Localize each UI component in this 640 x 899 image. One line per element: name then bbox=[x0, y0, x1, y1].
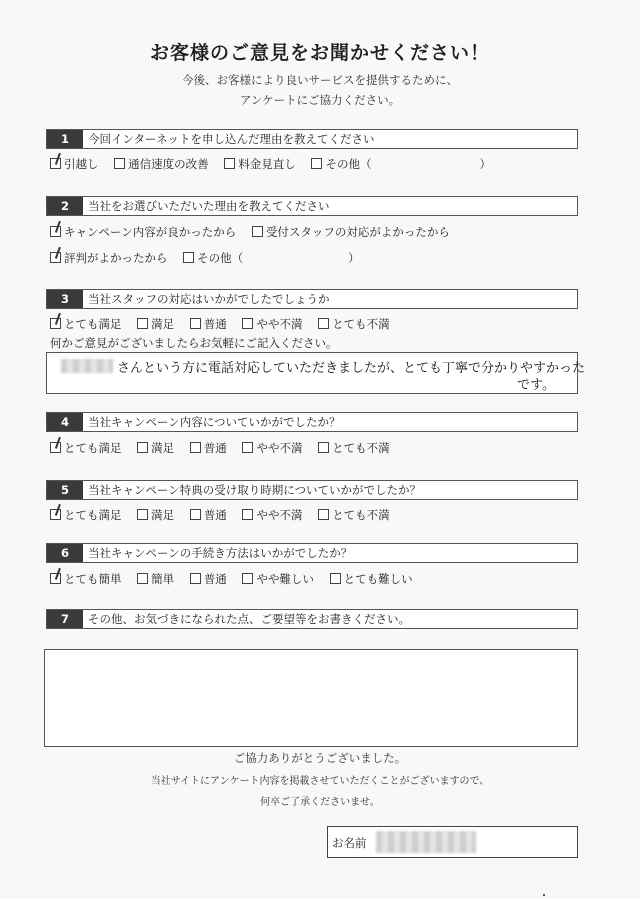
intro-line-2: アンケートにご協力ください。 bbox=[239, 93, 401, 107]
checkbox[interactable] bbox=[242, 318, 253, 329]
option-slightly-difficult[interactable]: やや難しい bbox=[242, 571, 314, 587]
question-number: 1 bbox=[47, 130, 83, 148]
checkbox[interactable] bbox=[318, 509, 329, 520]
checkbox[interactable] bbox=[311, 158, 322, 169]
question-text: 今回インターネットを申し込んだ理由を教えてください bbox=[88, 132, 375, 146]
option-slightly-dissatisfied[interactable]: やや不満 bbox=[242, 507, 302, 523]
option-very-satisfied[interactable]: とても満足 bbox=[50, 440, 122, 456]
option-easy[interactable]: 簡単 bbox=[137, 571, 174, 587]
comment-prompt: 何かご意見がございましたらお気軽にご記入ください。 bbox=[50, 336, 338, 350]
question-number: 2 bbox=[47, 197, 83, 215]
option-other[interactable]: その他（ ） bbox=[311, 156, 491, 172]
question-number: 6 bbox=[47, 544, 83, 562]
scan-speck bbox=[543, 894, 545, 896]
checkbox-checked[interactable] bbox=[50, 252, 61, 263]
checkbox[interactable] bbox=[190, 573, 201, 584]
checkbox[interactable] bbox=[190, 318, 201, 329]
option-staff[interactable]: 受付スタッフの対応がよかったから bbox=[252, 224, 450, 240]
option-normal[interactable]: 普通 bbox=[190, 316, 227, 332]
thanks-message: ご協力ありがとうございました。 bbox=[233, 751, 407, 765]
question-1-header bbox=[46, 129, 578, 149]
question-2-options-row-1 bbox=[50, 224, 462, 240]
checkbox[interactable] bbox=[224, 158, 235, 169]
question-text: 当社スタッフの対応はいかがでしたでしょうか bbox=[88, 292, 330, 306]
checkbox[interactable] bbox=[114, 158, 125, 169]
checkbox-checked[interactable] bbox=[50, 318, 61, 329]
question-4-options bbox=[50, 440, 402, 456]
question-text: 当社キャンペーン内容についていかがでしたか？ bbox=[88, 415, 341, 429]
question-3-options bbox=[50, 316, 402, 332]
checkbox[interactable] bbox=[137, 573, 148, 584]
checkbox[interactable] bbox=[252, 226, 263, 237]
checkbox[interactable] bbox=[330, 573, 341, 584]
intro-line-1: 今後、お客様により良いサービスを提供するために、 bbox=[182, 73, 458, 87]
option-normal[interactable]: 普通 bbox=[190, 571, 227, 587]
option-very-dissatisfied[interactable]: とても不満 bbox=[318, 507, 390, 523]
question-text: 当社キャンペーン特典の受け取り時期についていかがでしたか？ bbox=[88, 483, 422, 497]
option-moving[interactable]: 引越し bbox=[50, 156, 99, 172]
question-3-header bbox=[46, 289, 578, 309]
option-satisfied[interactable]: 満足 bbox=[137, 507, 174, 523]
checkbox[interactable] bbox=[242, 573, 253, 584]
question-4-header bbox=[46, 412, 578, 432]
option-normal[interactable]: 普通 bbox=[190, 507, 227, 523]
checkbox-checked[interactable] bbox=[50, 509, 61, 520]
checkbox[interactable] bbox=[137, 442, 148, 453]
checkbox[interactable] bbox=[183, 252, 194, 263]
checkbox-checked[interactable] bbox=[50, 442, 61, 453]
name-label: お名前 bbox=[332, 836, 367, 850]
option-slightly-dissatisfied[interactable]: やや不満 bbox=[242, 440, 302, 456]
question-5-header bbox=[46, 480, 578, 500]
question-2-header bbox=[46, 196, 578, 216]
notice-line-1: 当社サイトにアンケート内容を掲載させていただくことがございますので、 bbox=[150, 776, 490, 787]
question-number: 5 bbox=[47, 481, 83, 499]
checkbox[interactable] bbox=[318, 442, 329, 453]
checkbox[interactable] bbox=[190, 442, 201, 453]
option-other[interactable]: その他（ ） bbox=[183, 250, 360, 266]
question-7-header bbox=[46, 609, 578, 629]
checkbox[interactable] bbox=[242, 442, 253, 453]
option-campaign[interactable]: キャンペーン内容が良かったから bbox=[50, 224, 236, 240]
checkbox[interactable] bbox=[137, 509, 148, 520]
question-text: その他、お気づきになられた点、ご要望等をお書きください。 bbox=[88, 612, 410, 626]
option-satisfied[interactable]: 満足 bbox=[137, 316, 174, 332]
comment-box[interactable] bbox=[46, 352, 586, 394]
checkbox[interactable] bbox=[190, 509, 201, 520]
page-title: お客様のご意見をお聞かせください！ bbox=[149, 42, 490, 64]
option-price[interactable]: 料金見直し bbox=[224, 156, 296, 172]
option-very-difficult[interactable]: とても難しい bbox=[330, 571, 413, 587]
option-satisfied[interactable]: 満足 bbox=[137, 440, 174, 456]
checkbox[interactable] bbox=[137, 318, 148, 329]
question-6-header bbox=[46, 543, 578, 563]
option-reputation[interactable]: 評判がよかったから bbox=[50, 250, 168, 266]
name-field[interactable] bbox=[327, 826, 578, 858]
free-comment-box[interactable] bbox=[44, 649, 578, 747]
question-text: 当社キャンペーンの手続き方法はいかがでしたか？ bbox=[88, 546, 353, 560]
option-very-easy[interactable]: とても簡単 bbox=[50, 571, 122, 587]
question-5-options bbox=[50, 507, 402, 523]
checkbox[interactable] bbox=[318, 318, 329, 329]
question-2-options-row-2 bbox=[50, 250, 360, 266]
option-slightly-dissatisfied[interactable]: やや不満 bbox=[242, 316, 302, 332]
option-very-satisfied[interactable]: とても満足 bbox=[50, 316, 122, 332]
question-number: 4 bbox=[47, 413, 83, 431]
option-very-dissatisfied[interactable]: とても不満 bbox=[318, 316, 390, 332]
checkbox-checked[interactable] bbox=[50, 226, 61, 237]
question-number: 3 bbox=[47, 290, 83, 308]
option-very-dissatisfied[interactable]: とても不満 bbox=[318, 440, 390, 456]
checkbox-checked[interactable] bbox=[50, 158, 61, 169]
question-1-options bbox=[50, 156, 491, 172]
handwritten-comment-line-2: です。 bbox=[517, 378, 555, 393]
handwritten-comment-line-1: さんという方に電話対応していただきましたが、とても丁寧で分かりやすかった bbox=[117, 361, 586, 376]
redacted-name bbox=[61, 359, 113, 373]
option-speed[interactable]: 通信速度の改善 bbox=[114, 156, 209, 172]
question-number: 7 bbox=[47, 610, 83, 628]
option-very-satisfied[interactable]: とても満足 bbox=[50, 507, 122, 523]
checkbox[interactable] bbox=[242, 509, 253, 520]
notice-line-2: 何卒ご了承くださいませ。 bbox=[260, 797, 380, 808]
option-normal[interactable]: 普通 bbox=[190, 440, 227, 456]
question-6-options bbox=[50, 571, 425, 587]
checkbox-checked[interactable] bbox=[50, 573, 61, 584]
question-text: 当社をお選びいただいた理由を教えてください bbox=[88, 199, 330, 213]
redacted-name bbox=[376, 831, 476, 853]
